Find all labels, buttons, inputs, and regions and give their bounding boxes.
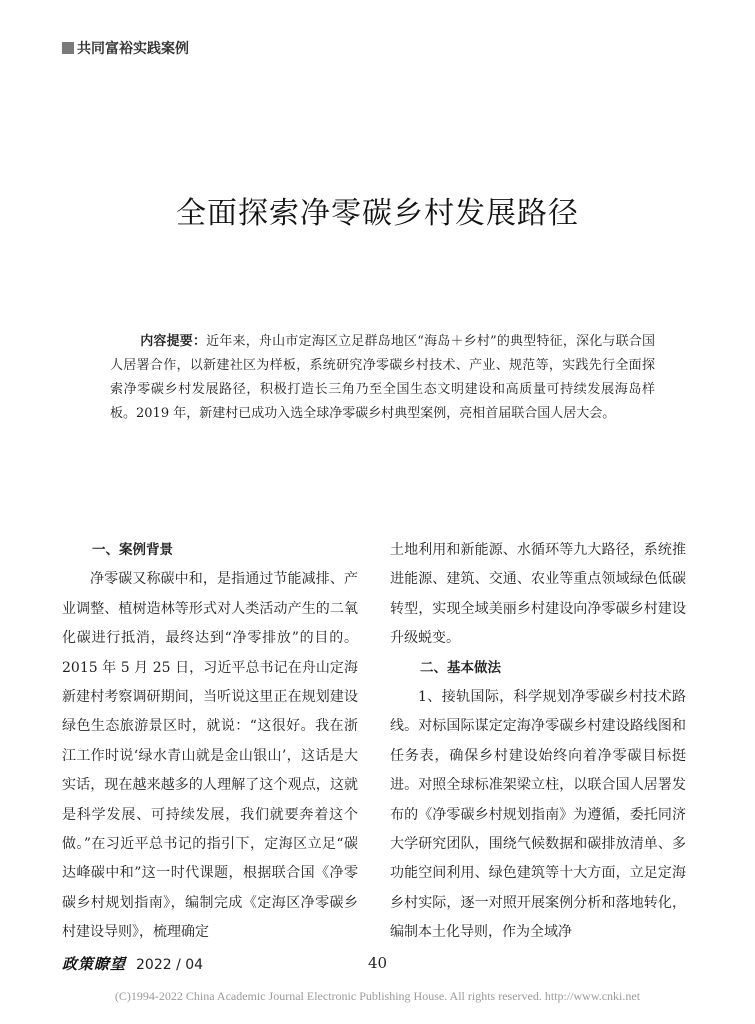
paragraph-background: 净零碳又称碳中和，是指通过节能减排、产业调整、植树造林等形式对人类活动产生的二氧化碳进行抵消，最终达到“净零排放”的目的。2015 年 5 月 25 日，习近平总书记在舟山定海新建村考察调研期间，当听说这里正在规划建设绿色生态旅游景区时，就说：“这很好。我在浙江工作时说‘绿水青山就是金山银山’，这话是大实话，现在越来越多的人理解了这个观点，这就是科学发展、可持续发展，我们就要奔着这个做。”在习近平总书记的指引下，定海区立足“碳达峰碳中和”这一时代课题，根据联合国《净零碳乡村规划指南》，编制完成《定海区净零碳乡村建设导则》，梳理确定: [62, 571, 358, 941]
right-column: [390, 536, 686, 948]
issue-number: 2022 / 04: [136, 957, 204, 973]
section-tag-text: 共同富裕实践案例: [77, 41, 189, 57]
left-column: [62, 536, 358, 948]
copyright-notice: (C)1994-2022 China Academic Journal Electronic Publishing House. All rights reserved. http://www.cnki.net: [114, 989, 641, 1003]
section-heading-approach: 二、基本做法: [420, 659, 501, 676]
abstract: [110, 330, 655, 426]
abstract-label: 内容提要：: [140, 334, 207, 349]
page-number: 40: [367, 954, 388, 972]
square-bullet-icon: [62, 42, 74, 54]
abstract-text: 近年来，舟山市定海区立足群岛地区“海岛＋乡村”的典型特征，深化与联合国人居署合作，以新建社区为样板，系统研究净零碳乡村技术、产业、规范等，实践先行全面探索净零碳乡村发展路径，积极打造长三角乃至全国生态文明建设和高质量可持续发展海岛样板。2019 年，新建村已成功入选全球净零碳乡村典型案例，亮相首届联合国人居大会。: [110, 334, 655, 421]
magazine-logo: 政策瞭望: [62, 955, 127, 973]
section-tag: [62, 38, 189, 58]
section-heading-background: 一、案例背景: [92, 542, 173, 558]
paragraph-continuation: 土地利用和新能源、水循环等九大路径，系统推进能源、建筑、交通、农业等重点领域绿色低碳转型，实现全域美丽乡村建设向净零碳乡村建设升级蜕变。: [390, 542, 686, 647]
article-title: 全面探索净零碳乡村发展路径: [176, 196, 579, 231]
paragraph-approach: 1、接轨国际，科学规划净零碳乡村技术路线。对标国际谋定定海净零碳乡村建设路线图和任务表，确保乡村建设始终向着净零碳目标挺进。对照全球标准架梁立柱，以联合国人居署发布的《净零碳乡村规划指南》为遵循，委托同济大学研究团队，围绕气候数据和碳排放清单、多功能空间利用、绿色建筑等十大方面，立足定海乡村实际，逐一对照开展案例分析和落地转化，编制本土化导则，作为全域净: [390, 689, 686, 941]
